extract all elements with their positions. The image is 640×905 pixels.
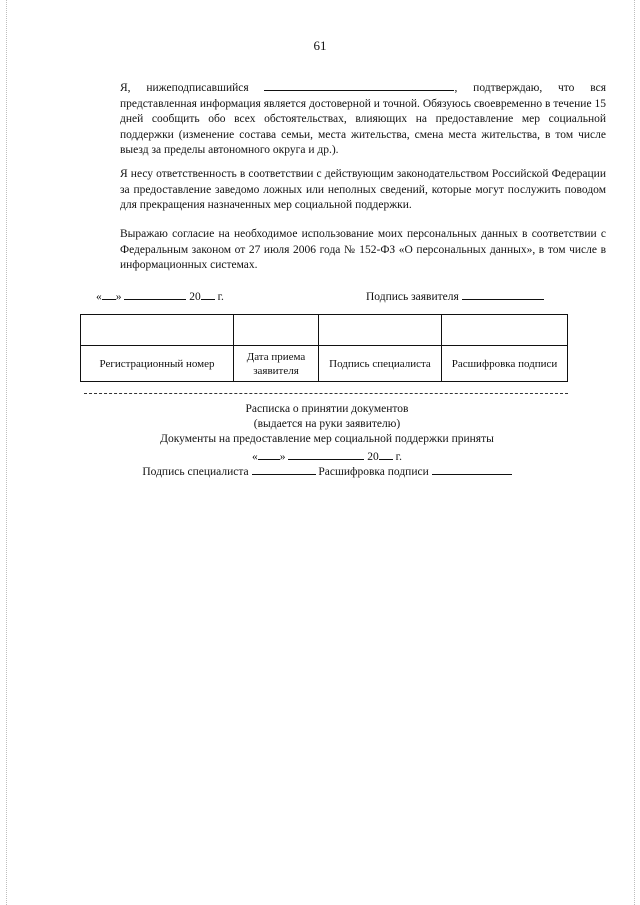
application-date-line xyxy=(96,287,224,303)
name-blank xyxy=(264,78,454,91)
receipt-signature-line xyxy=(84,462,570,480)
page-number: 61 xyxy=(313,38,327,53)
confirmation-lead: Я, нижеподписавшийся xyxy=(120,82,249,94)
scan-edge-right xyxy=(634,0,635,905)
header-specialist-signature: Подпись специалиста xyxy=(319,346,442,382)
year-blank xyxy=(201,287,215,300)
receipt-year-prefix: 20 xyxy=(367,451,379,463)
table-cell xyxy=(319,315,442,346)
specialist-signature-blank xyxy=(252,462,316,475)
applicant-signature-blank xyxy=(462,287,544,300)
receipt-year-suffix: г. xyxy=(395,451,402,463)
receipt-statement: Документы на предоставление мер социальной поддержки приняты xyxy=(160,433,494,445)
decoding-label: Расшифровка подписи xyxy=(318,466,429,478)
receipt-month-blank xyxy=(288,447,364,460)
receipt-day-blank xyxy=(258,447,280,460)
applicant-signature-label: Подпись заявителя xyxy=(366,291,459,303)
receipt-year-blank xyxy=(379,447,393,460)
responsibility-paragraph: Я несу ответственность в соответствии с действующим законодательством Российской Федерации за предоставление заведомо ложных или неполных сведений, которые могут послужить поводом для прекращения назначенных мер социальной поддержки. xyxy=(120,168,606,211)
receipt-subtitle: (выдается на руки заявителю) xyxy=(253,418,401,430)
scan-edge-left xyxy=(6,0,7,905)
specialist-signature-label: Подпись специалиста xyxy=(142,466,249,478)
confirmation-paragraph xyxy=(84,78,606,159)
month-blank xyxy=(124,287,186,300)
registration-table xyxy=(80,314,568,382)
header-application-date: Дата приема заявителя xyxy=(234,346,319,382)
year-prefix: 20 xyxy=(189,291,201,303)
table-cell xyxy=(442,315,568,346)
table-cell xyxy=(234,315,319,346)
table-header-row xyxy=(81,346,568,382)
header-signature-decoding: Расшифровка подписи xyxy=(442,346,568,382)
decoding-blank xyxy=(432,462,512,475)
consent-paragraph: Выражаю согласие на необходимое использование моих персональных данных в соответствии с Федеральным законом от 27 июля 2006 года № 152-ФЗ «О персональных данных», в том числе в информационных системах. xyxy=(120,228,606,271)
date-open-quote: « xyxy=(96,291,102,303)
table-cell xyxy=(81,315,234,346)
applicant-signature-line xyxy=(366,287,544,303)
receipt-date-open-quote: « xyxy=(252,451,258,463)
date-close-quote: » xyxy=(115,291,122,303)
confirmation-body: , подтверждаю, что вся представленная информация является достоверной и точной. Обязуюсь своевременно в течение 15 дней сообщить обо всех обстоятельствах, влияющих на предоставление мер социальной поддержки (изменение состава семьи, места жительства, смена места жительства, в том числе выезд за пределы автономного округа и др.). xyxy=(120,82,606,156)
year-suffix: г. xyxy=(217,291,224,303)
receipt-title: Расписка о принятии документов xyxy=(245,403,409,415)
table-row xyxy=(81,315,568,346)
day-blank xyxy=(102,287,116,300)
header-registration-number: Регистрационный номер xyxy=(81,346,234,382)
receipt-date-close-quote: » xyxy=(279,451,286,463)
tear-off-line xyxy=(84,393,568,394)
